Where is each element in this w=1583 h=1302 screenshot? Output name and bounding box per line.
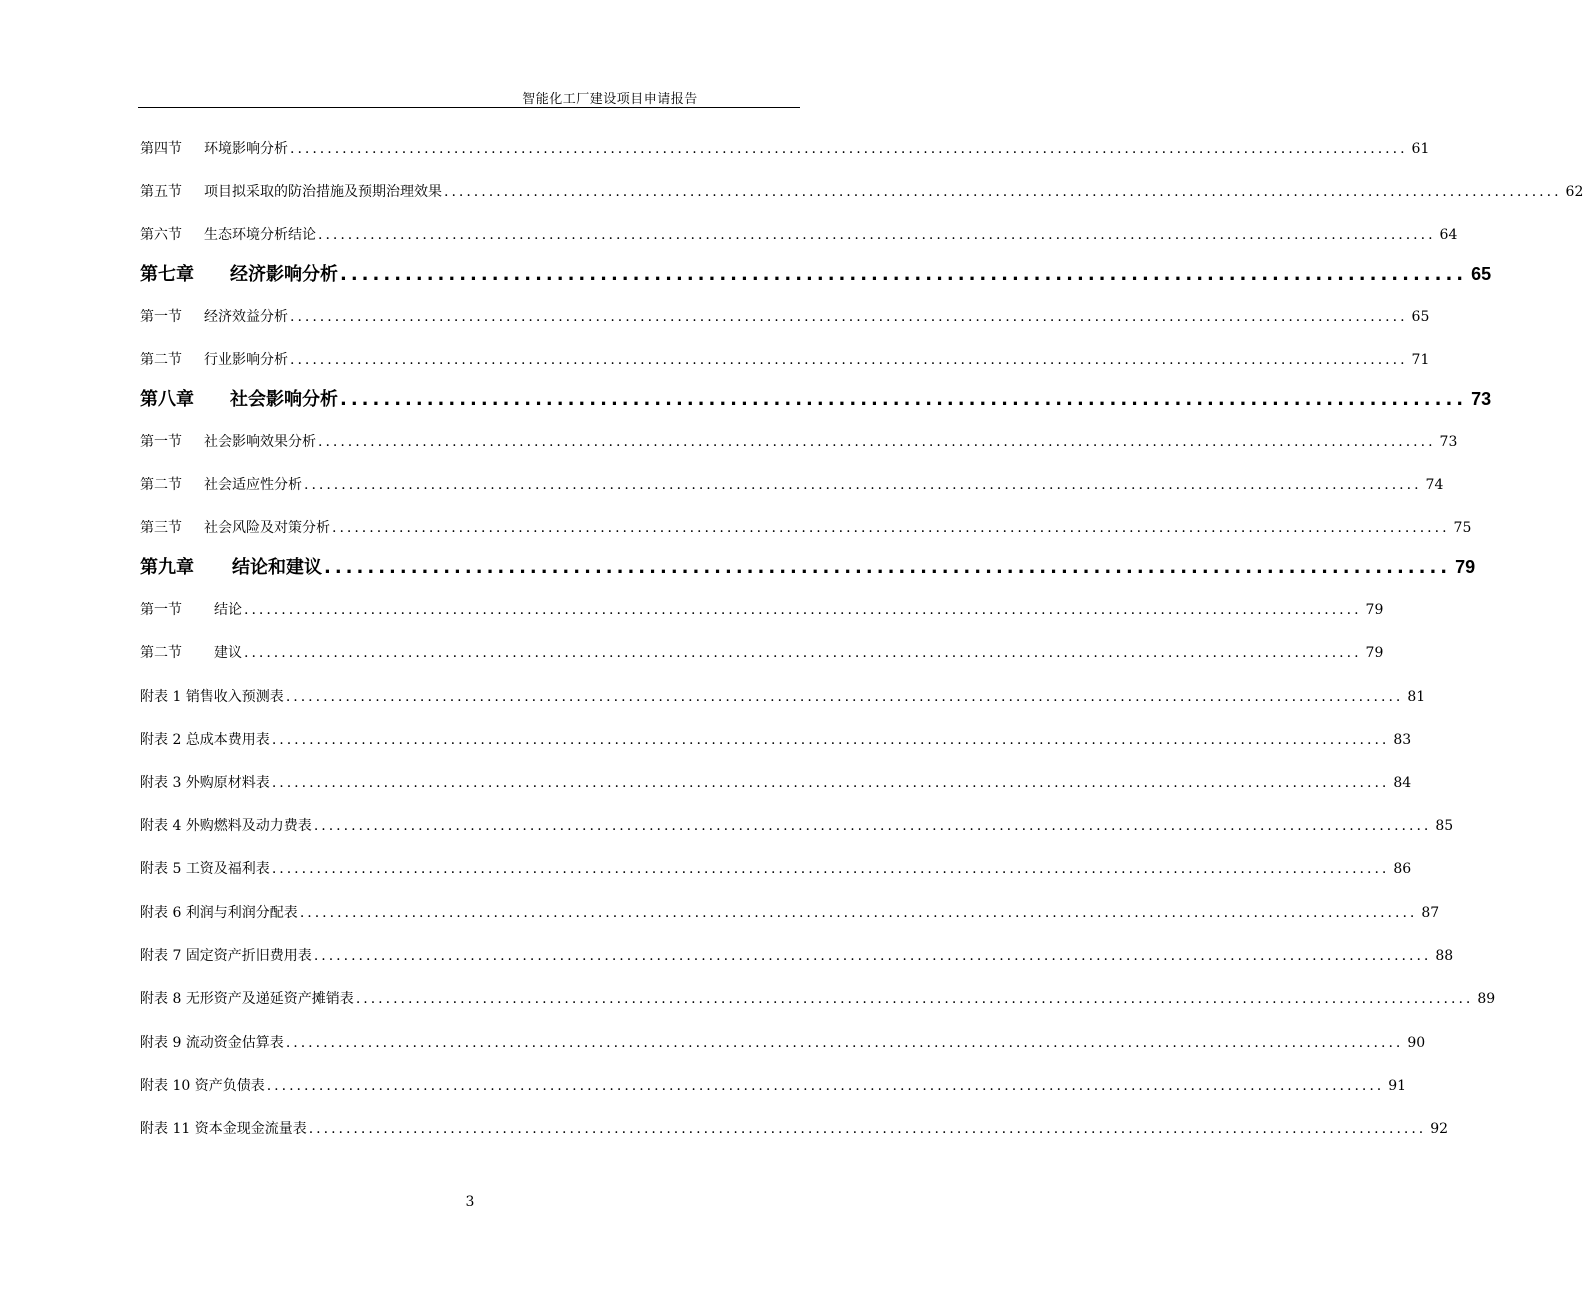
toc-chapter-number: 第八章 xyxy=(140,389,194,410)
toc-appendix-entry[interactable] xyxy=(140,988,1496,1008)
toc-appendix-entry[interactable] xyxy=(140,686,1426,706)
toc-entry-page: 79 xyxy=(1365,645,1384,661)
toc-chapter-title: 结论和建议 xyxy=(232,557,322,578)
toc-entry-page: 74 xyxy=(1425,477,1444,493)
toc-entry-number: 第二节 xyxy=(140,645,182,661)
toc-entry-number: 第一节 xyxy=(140,309,182,325)
toc-dot-leader: ...................................................................................................................................................... xyxy=(285,1035,1404,1051)
toc-entry[interactable] xyxy=(140,224,1458,244)
toc-appendix-number: 附表 3 xyxy=(140,775,182,791)
toc-dot-leader: ...................................................................................................................................................... xyxy=(313,818,1432,834)
toc-dot-leader: ...................................................................................................................................................... xyxy=(318,434,1436,450)
toc-chapter-page: 79 xyxy=(1455,557,1476,577)
toc-entry-page: 79 xyxy=(1365,602,1384,618)
toc-dot-leader: ...................................................................................................................................................... xyxy=(244,602,1362,618)
toc-entry-title: 环境影响分析 xyxy=(204,141,288,157)
toc-appendix-title: 流动资金估算表 xyxy=(185,1035,284,1051)
toc-entry-number: 第二节 xyxy=(140,477,182,493)
toc-dot-leader: ...................................................................................................................................................... xyxy=(266,1078,1385,1094)
toc-appendix-title: 外购燃料及动力费表 xyxy=(185,818,312,834)
toc-appendix-entry[interactable] xyxy=(140,729,1412,749)
toc-entry[interactable] xyxy=(140,599,1384,619)
toc-dot-leader: ...................................................................................................................................................... xyxy=(271,775,1390,791)
toc-appendix-title: 外购原材料表 xyxy=(185,775,270,791)
toc-entry[interactable] xyxy=(140,431,1458,451)
toc-appendix-title: 利润与利润分配表 xyxy=(185,905,298,921)
toc-appendix-entry[interactable] xyxy=(140,945,1454,965)
running-header-title: 智能化工厂建设项目申请报告 xyxy=(522,92,698,107)
toc-dot-leader: ...................................................................................................................................................... xyxy=(299,905,1418,921)
toc-entry-page: 73 xyxy=(1439,434,1458,450)
toc-entry-number: 第六节 xyxy=(140,227,182,243)
toc-entry[interactable] xyxy=(140,474,1444,494)
toc-appendix-title: 资本金现金流量表 xyxy=(194,1121,307,1137)
header-rule xyxy=(138,107,800,108)
toc-appendix-number: 附表 9 xyxy=(140,1035,182,1051)
toc-appendix-title: 无形资产及递延资产摊销表 xyxy=(185,991,354,1007)
toc-chapter-entry[interactable] xyxy=(140,553,1476,579)
toc-appendix-number: 附表 8 xyxy=(140,991,182,1007)
toc-entry-number: 第五节 xyxy=(140,184,182,200)
toc-appendix-number: 附表 7 xyxy=(140,948,182,964)
toc-entry[interactable] xyxy=(140,306,1430,326)
toc-appendix-title: 总成本费用表 xyxy=(185,732,270,748)
toc-appendix-title: 资产负债表 xyxy=(194,1078,265,1094)
toc-chapter-entry[interactable] xyxy=(140,385,1492,411)
toc-dot-leader: ...................................................................................................................................................... xyxy=(444,184,1562,200)
toc-dot-leader: ...................................................................................................................................................... xyxy=(271,732,1390,748)
toc-dot-leader: ...................................................................................................................................................... xyxy=(355,991,1474,1007)
toc-entry-page: 64 xyxy=(1439,227,1458,243)
toc-entry[interactable] xyxy=(140,517,1472,537)
toc-dot-leader: ........................................................................................................ xyxy=(340,264,1468,285)
toc-chapter-number: 第九章 xyxy=(140,557,194,578)
toc-entry-title: 生态环境分析结论 xyxy=(204,227,316,243)
toc-entry-page: 65 xyxy=(1411,309,1430,325)
toc-appendix-page: 91 xyxy=(1388,1078,1407,1094)
toc-entry-title: 结论 xyxy=(214,602,242,618)
toc-entry[interactable] xyxy=(140,349,1430,369)
toc-dot-leader: ........................................................................................................ xyxy=(324,557,1452,578)
toc-appendix-page: 88 xyxy=(1435,948,1454,964)
toc-dot-leader: ...................................................................................................................................................... xyxy=(308,1121,1427,1137)
toc-entry-page: 62 xyxy=(1565,184,1583,200)
toc-dot-leader: ...................................................................................................................................................... xyxy=(313,948,1432,964)
toc-appendix-entry[interactable] xyxy=(140,1032,1426,1052)
toc-entry-number: 第一节 xyxy=(140,602,182,618)
toc-appendix-number: 附表 6 xyxy=(140,905,182,921)
toc-dot-leader: ...................................................................................................................................................... xyxy=(318,227,1436,243)
toc-appendix-page: 81 xyxy=(1407,689,1426,705)
toc-appendix-number: 附表 11 xyxy=(140,1121,191,1137)
toc-appendix-title: 销售收入预测表 xyxy=(185,689,284,705)
toc-entry-page: 61 xyxy=(1411,141,1430,157)
toc-appendix-entry[interactable] xyxy=(140,858,1412,878)
toc-appendix-title: 工资及福利表 xyxy=(185,861,270,877)
toc-entry[interactable] xyxy=(140,642,1384,662)
toc-chapter-title: 社会影响分析 xyxy=(230,389,338,410)
toc-dot-leader: ...................................................................................................................................................... xyxy=(290,352,1408,368)
toc-entry-title: 社会影响效果分析 xyxy=(204,434,316,450)
toc-entry-number: 第四节 xyxy=(140,141,182,157)
toc-entry-number: 第三节 xyxy=(140,520,182,536)
toc-entry[interactable] xyxy=(140,181,1583,201)
toc-appendix-entry[interactable] xyxy=(140,1075,1407,1095)
toc-entry-title: 经济效益分析 xyxy=(204,309,288,325)
toc-appendix-entry[interactable] xyxy=(140,815,1454,835)
toc-entry-number: 第一节 xyxy=(140,434,182,450)
toc-entry-title: 建议 xyxy=(214,645,242,661)
toc-appendix-page: 90 xyxy=(1407,1035,1426,1051)
toc-appendix-page: 85 xyxy=(1435,818,1454,834)
toc-dot-leader: ...................................................................................................................................................... xyxy=(285,689,1404,705)
toc-appendix-number: 附表 2 xyxy=(140,732,182,748)
toc-appendix-page: 86 xyxy=(1393,861,1412,877)
toc-chapter-page: 65 xyxy=(1471,264,1492,284)
toc-entry[interactable] xyxy=(140,138,1430,158)
toc-appendix-entry[interactable] xyxy=(140,902,1440,922)
toc-chapter-entry[interactable] xyxy=(140,260,1492,286)
toc-appendix-page: 84 xyxy=(1393,775,1412,791)
toc-entry-page: 75 xyxy=(1453,520,1472,536)
toc-appendix-page: 87 xyxy=(1421,905,1440,921)
toc-entry-title: 社会适应性分析 xyxy=(204,477,302,493)
toc-appendix-title: 固定资产折旧费用表 xyxy=(185,948,312,964)
toc-dot-leader: ...................................................................................................................................................... xyxy=(290,309,1408,325)
toc-dot-leader: ........................................................................................................ xyxy=(340,389,1468,410)
toc-entry-number: 第二节 xyxy=(140,352,182,368)
toc-chapter-page: 73 xyxy=(1471,389,1492,409)
toc-dot-leader: ...................................................................................................................................................... xyxy=(332,520,1450,536)
toc-appendix-number: 附表 10 xyxy=(140,1078,191,1094)
toc-appendix-number: 附表 4 xyxy=(140,818,182,834)
toc-dot-leader: ...................................................................................................................................................... xyxy=(244,645,1362,661)
toc-appendix-number: 附表 5 xyxy=(140,861,182,877)
toc-entry-page: 71 xyxy=(1411,352,1430,368)
toc-appendix-page: 92 xyxy=(1430,1121,1449,1137)
toc-dot-leader: ...................................................................................................................................................... xyxy=(290,141,1408,157)
toc-appendix-page: 83 xyxy=(1393,732,1412,748)
toc-appendix-entry[interactable] xyxy=(140,1118,1449,1138)
toc-entry-title: 项目拟采取的防治措施及预期治理效果 xyxy=(204,184,442,200)
toc-chapter-title: 经济影响分析 xyxy=(230,264,338,285)
toc-entry-title: 社会风险及对策分析 xyxy=(204,520,330,536)
page-number: 3 xyxy=(465,1194,475,1210)
toc-chapter-number: 第七章 xyxy=(140,264,194,285)
toc-entry-title: 行业影响分析 xyxy=(204,352,288,368)
toc-appendix-page: 89 xyxy=(1477,991,1496,1007)
toc-dot-leader: ...................................................................................................................................................... xyxy=(271,861,1390,877)
toc-dot-leader: ...................................................................................................................................................... xyxy=(304,477,1422,493)
toc-appendix-number: 附表 1 xyxy=(140,689,182,705)
toc-appendix-entry[interactable] xyxy=(140,772,1412,792)
